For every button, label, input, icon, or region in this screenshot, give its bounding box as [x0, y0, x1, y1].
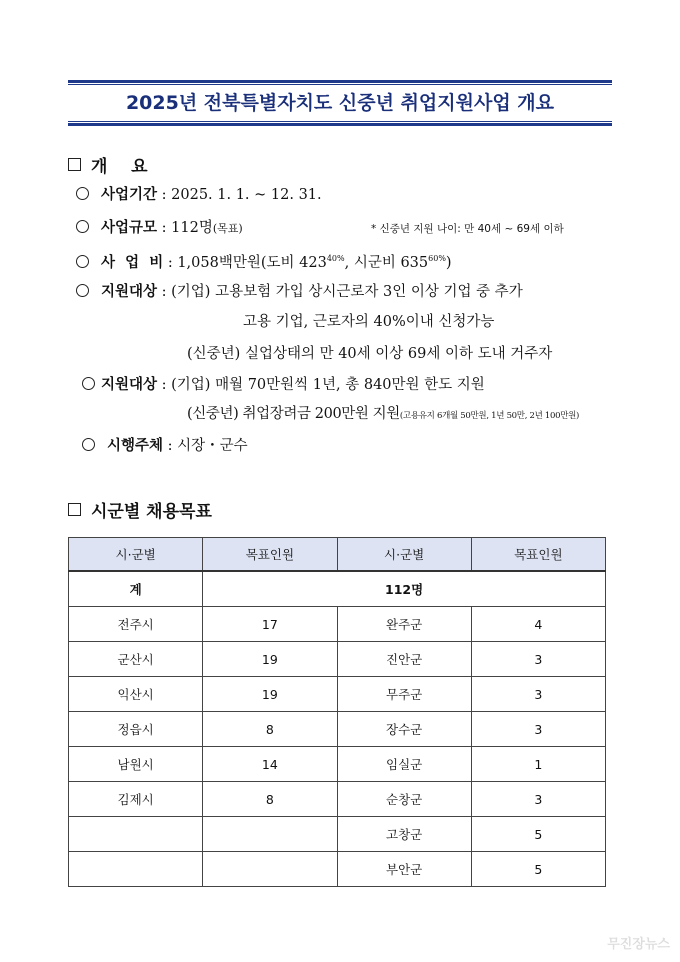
- circle-bullet-icon: [76, 187, 89, 200]
- total-label: 계: [69, 571, 203, 607]
- total-value: 112명: [203, 571, 606, 607]
- target-left-cell: 17: [203, 607, 337, 642]
- col-header-target-left: 목표인원: [203, 538, 337, 572]
- square-bullet-icon: [68, 158, 81, 171]
- target-right-cell: 5: [471, 852, 605, 887]
- table-row: [69, 607, 606, 642]
- region-left-cell: 전주시: [69, 607, 203, 642]
- budget-province-share: 40%: [326, 254, 345, 263]
- target-left-cell: 19: [203, 642, 337, 677]
- section-overview-heading: [68, 152, 148, 177]
- region-right-cell: 순창군: [337, 782, 471, 817]
- region-left-cell: 군산시: [69, 642, 203, 677]
- item-value: 시장・군수: [177, 438, 248, 454]
- col-header-target-right: 목표인원: [471, 538, 605, 572]
- region-right-cell: 임실군: [337, 747, 471, 782]
- separator: :: [163, 438, 178, 454]
- item-target: [76, 282, 523, 302]
- target-left-cell: [203, 817, 337, 852]
- table-row: [69, 677, 606, 712]
- section-overview-title: 개 요: [91, 157, 148, 177]
- watermark-text: 무진장뉴스: [607, 937, 670, 952]
- table-total-row: [69, 571, 606, 607]
- region-left-cell: 정읍시: [69, 712, 203, 747]
- table-row: [69, 712, 606, 747]
- item-value: (기업) 고용보험 가입 상시근로자 3인 이상 기업 중 추가: [171, 284, 523, 300]
- item-target-line2: 고용 기업, 근로자의 40%이내 신청가능: [243, 314, 495, 330]
- region-right-cell: 진안군: [337, 642, 471, 677]
- title-rule-bottom: [68, 121, 612, 126]
- circle-bullet-icon: [76, 220, 89, 233]
- item-label: 시행주체: [107, 438, 164, 454]
- col-header-region-right: 시·군별: [337, 538, 471, 572]
- item-value-2: , 시군비 635: [344, 255, 429, 271]
- item-value: 112명: [171, 220, 213, 236]
- region-right-cell: 부안군: [337, 852, 471, 887]
- target-left-cell: 8: [203, 782, 337, 817]
- table-row: [69, 747, 606, 782]
- region-right-cell: 완주군: [337, 607, 471, 642]
- item-value: (기업) 매월 70만원씩 1년, 총 840만원 한도 지원: [171, 377, 485, 393]
- item-value: 2025. 1. 1. ~ 12. 31.: [171, 187, 322, 203]
- table-header-row: [69, 538, 606, 572]
- square-bullet-icon: [68, 503, 81, 516]
- circle-bullet-icon: [76, 255, 89, 268]
- separator: :: [157, 284, 172, 300]
- page-title: 2025년 전북특별자치도 신중년 취업지원사업 개요: [125, 92, 555, 114]
- circle-bullet-icon: [82, 438, 95, 451]
- item-support-line2: [187, 404, 579, 426]
- item-value: 1,058백만원(도비 423: [177, 255, 327, 271]
- item-label: 사업규모: [101, 220, 158, 236]
- targets-table: [68, 537, 606, 887]
- item-label: 지원대상: [101, 284, 158, 300]
- target-left-cell: 19: [203, 677, 337, 712]
- item-operator: [82, 436, 248, 456]
- region-left-cell: 김제시: [69, 782, 203, 817]
- watermark-logo: [607, 933, 670, 952]
- item-support: [82, 375, 485, 395]
- support-line2-main: (신중년) 취업장려금 200만원 지원: [187, 406, 400, 422]
- target-right-cell: 3: [471, 782, 605, 817]
- separator: :: [157, 377, 172, 393]
- title-block: [68, 80, 612, 126]
- table-row: [69, 852, 606, 887]
- item-value-3: ): [445, 255, 452, 271]
- section-targets-title: 시군별 채용목표: [91, 502, 212, 522]
- target-left-cell: 8: [203, 712, 337, 747]
- item-label: 사 업 비: [101, 255, 164, 271]
- target-right-cell: 1: [471, 747, 605, 782]
- separator: :: [157, 220, 172, 236]
- target-left-cell: [203, 852, 337, 887]
- region-right-cell: 장수군: [337, 712, 471, 747]
- item-value-small: (목표): [212, 222, 243, 235]
- item-scale: [76, 218, 243, 239]
- separator: :: [157, 187, 172, 203]
- region-left-cell: [69, 852, 203, 887]
- target-right-cell: 3: [471, 677, 605, 712]
- target-right-cell: 3: [471, 712, 605, 747]
- table-row: [69, 782, 606, 817]
- circle-bullet-icon: [82, 377, 95, 390]
- region-left-cell: 남원시: [69, 747, 203, 782]
- target-right-cell: 4: [471, 607, 605, 642]
- support-line2-detail: (고용유지 6개월 50만원, 1년 50만, 2년 100만원): [399, 411, 580, 421]
- item-label: 사업기간: [101, 187, 158, 203]
- region-left-cell: 익산시: [69, 677, 203, 712]
- target-right-cell: 5: [471, 817, 605, 852]
- item-budget: [76, 249, 452, 273]
- region-right-cell: 무주군: [337, 677, 471, 712]
- region-right-cell: 고창군: [337, 817, 471, 852]
- item-label: 지원대상: [101, 377, 158, 393]
- target-right-cell: 3: [471, 642, 605, 677]
- item-target-line3: (신중년) 실업상태의 만 40세 이상 69세 이하 도내 거주자: [187, 346, 553, 362]
- item-period: [76, 185, 322, 205]
- circle-bullet-icon: [76, 284, 89, 297]
- age-note: * 신중년 지원 나이: 만 40세 ~ 69세 이하: [371, 223, 564, 235]
- section-targets-heading: [68, 497, 212, 522]
- table-row: [69, 817, 606, 852]
- table-row: [69, 642, 606, 677]
- separator: :: [163, 255, 178, 271]
- region-left-cell: [69, 817, 203, 852]
- target-left-cell: 14: [203, 747, 337, 782]
- col-header-region-left: 시·군별: [69, 538, 203, 572]
- budget-city-share: 60%: [428, 254, 446, 263]
